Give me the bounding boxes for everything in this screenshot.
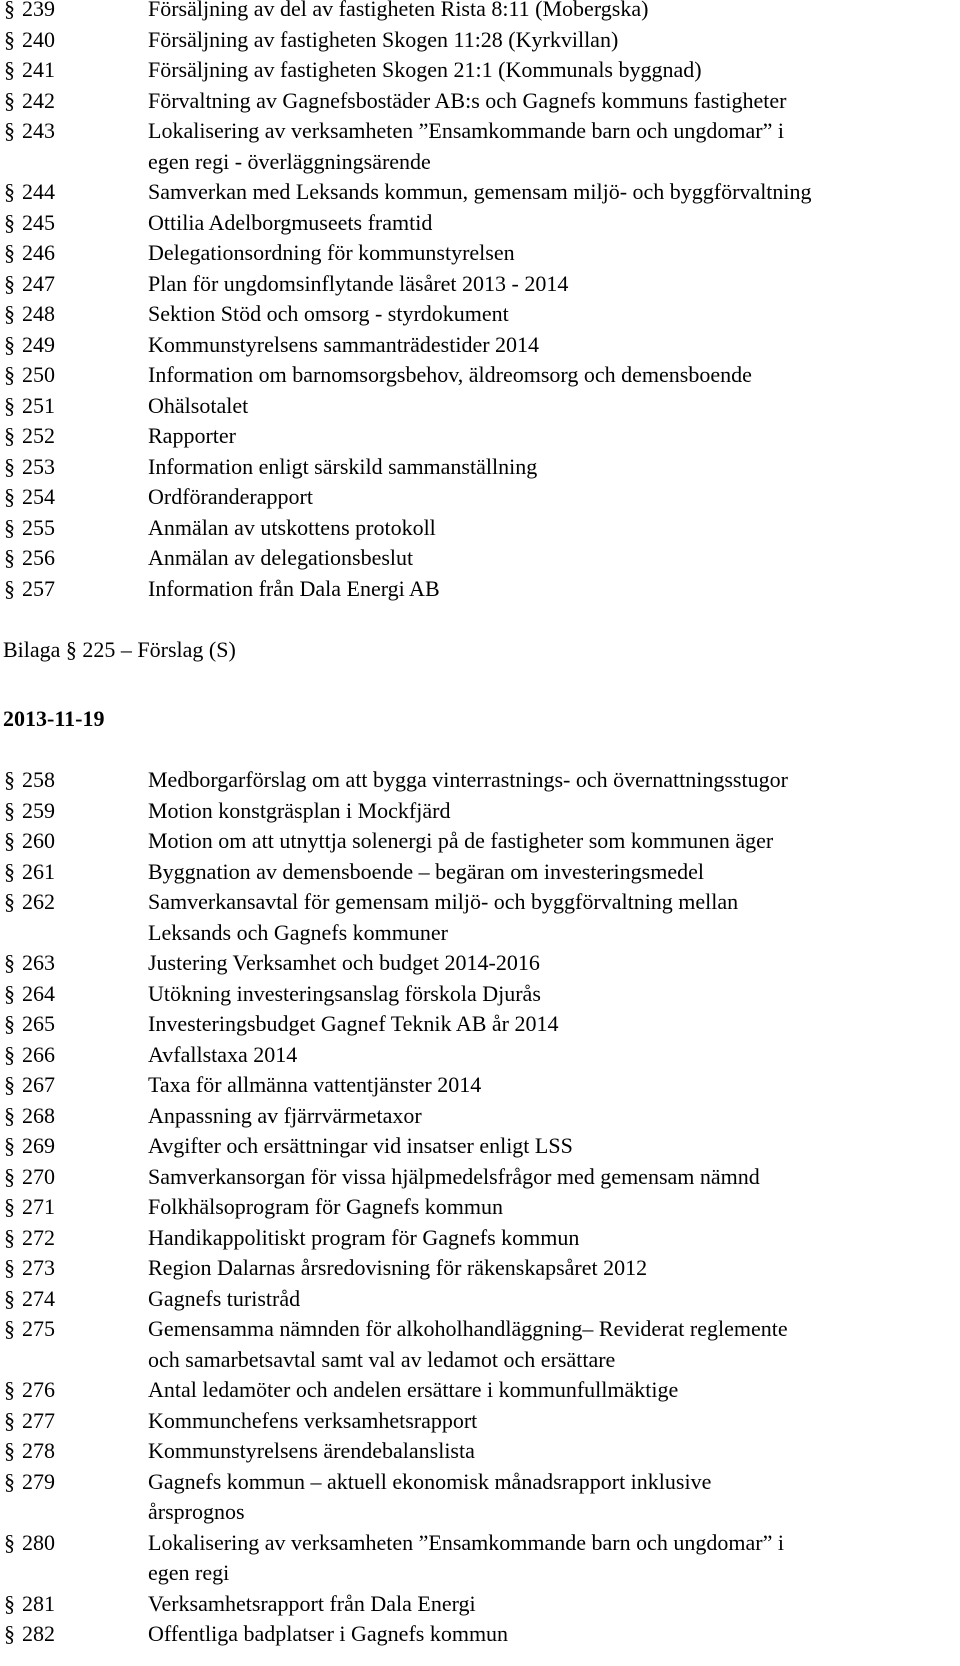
agenda-item-number: 255 — [22, 514, 55, 540]
agenda-item-title — [148, 1528, 948, 1589]
agenda-item-number: 252 — [22, 423, 55, 448]
agenda-item-title — [148, 238, 948, 269]
agenda-item-title — [148, 1467, 948, 1528]
agenda-item-title — [148, 452, 948, 483]
agenda-item-title-line: Gagnefs kommun – aktuell ekonomisk månadsrapport inklusive — [148, 1468, 712, 1494]
agenda-item — [0, 948, 960, 979]
agenda-item-number: 282 — [22, 1621, 55, 1646]
agenda-item-title — [148, 482, 948, 513]
agenda-item-number: 273 — [22, 1255, 55, 1280]
section-sign: § — [4, 950, 15, 975]
agenda-item — [0, 826, 960, 857]
agenda-item-title-line: Anpassning av fjärrvärmetaxor — [148, 1102, 422, 1128]
agenda-item-number: 277 — [22, 1407, 55, 1433]
agenda-item-title — [148, 177, 948, 208]
agenda-item-title-line: Handikappolitiskt program för Gagnefs kommun — [148, 1224, 580, 1250]
section-sign: § — [4, 240, 15, 265]
agenda-item — [0, 1589, 960, 1620]
agenda-item-number: 264 — [22, 980, 55, 1006]
agenda-item-title-line: Verksamhetsrapport från Dala Energi — [148, 1590, 476, 1616]
agenda-item — [0, 1162, 960, 1193]
agenda-item-title — [148, 1284, 948, 1315]
agenda-item-title — [148, 1436, 948, 1467]
agenda-item-title — [148, 25, 948, 56]
agenda-item-number: 250 — [22, 362, 55, 387]
agenda-item-title-line: Motion konstgräsplan i Mockfjärd — [148, 797, 451, 823]
agenda-item-number: 254 — [22, 484, 55, 509]
agenda-item-title — [148, 826, 948, 857]
agenda-item — [0, 1101, 960, 1132]
agenda-item-title-line: Rapporter — [148, 423, 236, 448]
agenda-item-title-line: Information om barnomsorgsbehov, äldreomsorg och demensboende — [148, 362, 752, 387]
section-sign: § — [4, 1590, 15, 1616]
agenda-item-title — [148, 391, 948, 422]
agenda-item-number: 267 — [22, 1072, 55, 1097]
section-sign: § — [4, 301, 15, 326]
agenda-item-title-line: Anmälan av delegationsbeslut — [148, 545, 414, 570]
agenda-item-number: 245 — [22, 209, 55, 235]
agenda-item — [0, 482, 960, 513]
section-sign: § — [4, 1316, 15, 1341]
agenda-item-number: 244 — [22, 179, 55, 204]
agenda-item-title — [148, 55, 948, 86]
section-sign: § — [4, 270, 15, 296]
agenda-item-title-line: Ohälsotalet — [148, 392, 249, 418]
section-sign: § — [4, 1133, 15, 1158]
agenda-item — [0, 1223, 960, 1254]
agenda-item — [0, 0, 960, 25]
agenda-item-number: 266 — [22, 1041, 55, 1067]
agenda-item-title-line: Region Dalarnas årsredovisning för räkenskapsåret 2012 — [148, 1255, 648, 1280]
section-sign: § — [4, 118, 15, 143]
agenda-item-title-line: Samverkansorgan för vissa hjälpmedelsfrågor med gemensam nämnd — [148, 1163, 760, 1189]
agenda-item-title — [148, 421, 948, 452]
agenda-item-number: 269 — [22, 1133, 55, 1158]
agenda-item — [0, 1406, 960, 1437]
agenda-item-title-line: Samverkan med Leksands kommun, gemensam miljö- och byggförvaltning — [148, 179, 812, 204]
section-sign: § — [4, 362, 15, 387]
agenda-item-number: 249 — [22, 331, 55, 357]
agenda-item-number: 271 — [22, 1194, 55, 1219]
section-sign: § — [4, 828, 15, 853]
agenda-item-title-line: Kommunstyrelsens sammanträdestider 2014 — [148, 331, 540, 357]
agenda-item-number: 280 — [22, 1529, 55, 1555]
agenda-item-title-line: Försäljning av fastigheten Skogen 21:1 (Kommunals byggnad) — [148, 57, 702, 82]
agenda-item-number: 278 — [22, 1438, 55, 1463]
agenda-item-title — [148, 86, 948, 117]
agenda-item — [0, 1528, 960, 1589]
agenda-item-title-line: Motion om att utnyttja solenergi på de fastigheter som kommunen äger — [148, 828, 774, 853]
agenda-item-title — [148, 330, 948, 361]
agenda-item — [0, 1192, 960, 1223]
section-sign: § — [4, 179, 15, 204]
agenda-item-title — [148, 0, 948, 25]
agenda-item — [0, 1284, 960, 1315]
agenda-item-title-line: Lokalisering av verksamheten ”Ensamkommande barn och ungdomar” i — [148, 1529, 784, 1555]
section-sign: § — [4, 26, 15, 52]
agenda-item-title-line: Gemensamma nämnden för alkoholhandläggning– Reviderat reglemente — [148, 1316, 788, 1341]
section-sign: § — [4, 87, 15, 113]
agenda-item — [0, 330, 960, 361]
section-sign: § — [4, 1011, 15, 1036]
agenda-item-title-line: Gagnefs turistråd — [148, 1285, 301, 1311]
agenda-item-title-line: Lokalisering av verksamheten ”Ensamkommande barn och ungdomar” i — [148, 118, 784, 143]
agenda-item — [0, 765, 960, 796]
section-sign: § — [4, 0, 15, 21]
agenda-item — [0, 887, 960, 948]
agenda-item-title-line: Information från Dala Energi AB — [148, 575, 440, 601]
agenda-item-number: 276 — [22, 1377, 55, 1402]
agenda-item-number: 243 — [22, 118, 55, 143]
agenda-item — [0, 25, 960, 56]
agenda-item-title — [148, 1406, 948, 1437]
section-sign: § — [4, 858, 15, 884]
agenda-item-number: 239 — [22, 0, 55, 21]
agenda-item-number: 240 — [22, 26, 55, 52]
agenda-item-title — [148, 1009, 948, 1040]
agenda-item-title-line: Medborgarförslag om att bygga vinterrastnings- och övernattningsstugor — [148, 767, 788, 792]
section-sign: § — [4, 1438, 15, 1463]
agenda-item-title — [148, 1314, 948, 1375]
section-sign: § — [4, 1285, 15, 1311]
agenda-item — [0, 269, 960, 300]
agenda-item — [0, 391, 960, 422]
agenda-item-title-line: Delegationsordning för kommunstyrelsen — [148, 240, 515, 265]
section-sign: § — [4, 57, 15, 82]
agenda-item-title — [148, 1131, 948, 1162]
agenda-item-title — [148, 1223, 948, 1254]
section-sign: § — [4, 1163, 15, 1189]
agenda-item-title-line: Leksands och Gagnefs kommuner — [148, 919, 448, 945]
agenda-item-title — [148, 1619, 948, 1650]
agenda-item — [0, 1314, 960, 1375]
agenda-item-title — [148, 1375, 948, 1406]
agenda-item-title-line: egen regi — [148, 1560, 230, 1585]
agenda-item-title — [148, 979, 948, 1010]
agenda-item-title-line: Ordföranderapport — [148, 484, 313, 509]
agenda-item — [0, 208, 960, 239]
agenda-item-number: 262 — [22, 889, 55, 914]
section-sign: § — [4, 423, 15, 448]
agenda-item-number: 253 — [22, 453, 55, 479]
agenda-item-number: 241 — [22, 57, 55, 82]
agenda-item-title-line: Information enligt särskild sammanställning — [148, 453, 538, 479]
agenda-item — [0, 86, 960, 117]
section-sign: § — [4, 209, 15, 235]
agenda-item-title-line: Plan för ungdomsinflytande läsåret 2013 - 2014 — [148, 270, 569, 296]
agenda-item-number: 270 — [22, 1163, 55, 1189]
agenda-item-number: 242 — [22, 87, 55, 113]
agenda-item-number: 281 — [22, 1590, 55, 1616]
agenda-item-title — [148, 765, 948, 796]
section-sign: § — [4, 392, 15, 418]
agenda-item — [0, 1009, 960, 1040]
agenda-item-number: 272 — [22, 1224, 55, 1250]
agenda-item-title-line: Sektion Stöd och omsorg - styrdokument — [148, 301, 509, 326]
section-sign: § — [4, 1102, 15, 1128]
section-sign: § — [4, 1224, 15, 1250]
agenda-item — [0, 1375, 960, 1406]
agenda-item — [0, 452, 960, 483]
section-sign: § — [4, 767, 15, 792]
agenda-item-title — [148, 269, 948, 300]
agenda-item — [0, 299, 960, 330]
agenda-item — [0, 1436, 960, 1467]
agenda-item — [0, 796, 960, 827]
agenda-item — [0, 1467, 960, 1528]
section-sign: § — [4, 889, 15, 914]
section-sign: § — [4, 484, 15, 509]
section-sign: § — [4, 545, 15, 570]
agenda-item-title-line: Försäljning av fastigheten Skogen 11:28 (Kyrkvillan) — [148, 26, 619, 52]
section-sign: § — [4, 1468, 15, 1494]
agenda-item-title-line: Justering Verksamhet och budget 2014-2016 — [148, 950, 540, 975]
agenda-item-number: 256 — [22, 545, 55, 570]
section-sign: § — [4, 331, 15, 357]
agenda-item-title — [148, 857, 948, 888]
agenda-item-title-line: Antal ledamöter och andelen ersättare i kommunfullmäktige — [148, 1377, 679, 1402]
agenda-item-title — [148, 1192, 948, 1223]
section-sign: § — [4, 797, 15, 823]
agenda-item-number: 279 — [22, 1468, 55, 1494]
section-sign: § — [4, 575, 15, 601]
section-sign: § — [4, 1621, 15, 1646]
agenda-item-title — [148, 887, 948, 948]
section-sign: § — [4, 1529, 15, 1555]
section-sign: § — [4, 1072, 15, 1097]
agenda-item-title-line: Samverkansavtal för gemensam miljö- och byggförvaltning mellan — [148, 889, 739, 914]
agenda-item-title — [148, 574, 948, 605]
agenda-item — [0, 543, 960, 574]
agenda-item-title-line: Offentliga badplatser i Gagnefs kommun — [148, 1621, 509, 1646]
agenda-item-title — [148, 299, 948, 330]
section-sign: § — [4, 1041, 15, 1067]
agenda-item-title-line: Förvaltning av Gagnefsbostäder AB:s och Gagnefs kommuns fastigheter — [148, 87, 787, 113]
agenda-item-title-line: Taxa för allmänna vattentjänster 2014 — [148, 1072, 482, 1097]
agenda-item-title-line: och samarbetsavtal samt val av ledamot och ersättare — [148, 1346, 616, 1372]
agenda-item-title — [148, 1070, 948, 1101]
agenda-item-title — [148, 1162, 948, 1193]
agenda-item-title-line: Avgifter och ersättningar vid insatser enligt LSS — [148, 1133, 573, 1158]
agenda-item-number: 246 — [22, 240, 55, 265]
agenda-item-number: 275 — [22, 1316, 55, 1341]
bilaga-heading: Bilaga § 225 – Förslag (S) — [3, 637, 236, 662]
agenda-item — [0, 1253, 960, 1284]
agenda-item — [0, 1070, 960, 1101]
agenda-item — [0, 857, 960, 888]
agenda-item — [0, 238, 960, 269]
agenda-item-title-line: egen regi - överläggningsärende — [148, 148, 431, 174]
agenda-item-number: 261 — [22, 858, 55, 884]
agenda-item-title-line: Kommunchefens verksamhetsrapport — [148, 1407, 478, 1433]
agenda-item-number: 248 — [22, 301, 55, 326]
agenda-item-title-line: Investeringsbudget Gagnef Teknik AB år 2014 — [148, 1011, 559, 1036]
agenda-item-title-line: Anmälan av utskottens protokoll — [148, 514, 436, 540]
agenda-item-number: 251 — [22, 392, 55, 418]
agenda-item-number: 258 — [22, 767, 55, 792]
meeting-date: 2013-11-19 — [3, 706, 105, 731]
agenda-item — [0, 574, 960, 605]
section-sign: § — [4, 1194, 15, 1219]
agenda-item-title-line: Ottilia Adelborgmuseets framtid — [148, 209, 433, 235]
agenda-item-title-line: Folkhälsoprogram för Gagnefs kommun — [148, 1194, 503, 1219]
agenda-item-number: 263 — [22, 950, 55, 975]
agenda-item-title-line: Byggnation av demensboende – begäran om investeringsmedel — [148, 858, 704, 884]
agenda-item-number: 265 — [22, 1011, 55, 1036]
agenda-item-title-line: årsprognos — [148, 1499, 245, 1524]
agenda-item-title — [148, 116, 948, 177]
agenda-item-number: 274 — [22, 1285, 55, 1311]
agenda-item-number: 259 — [22, 797, 55, 823]
agenda-item — [0, 360, 960, 391]
agenda-item-title-line: Försäljning av del av fastigheten Rista 8:11 (Mobergska) — [148, 0, 649, 21]
agenda-item — [0, 116, 960, 177]
agenda-item — [0, 1619, 960, 1650]
agenda-item-title-line: Kommunstyrelsens ärendebalanslista — [148, 1438, 475, 1463]
section-sign: § — [4, 514, 15, 540]
agenda-item-title — [148, 1253, 948, 1284]
agenda-item — [0, 1131, 960, 1162]
agenda-item — [0, 513, 960, 544]
agenda-item — [0, 177, 960, 208]
agenda-item-title-line: Avfallstaxa 2014 — [148, 1041, 298, 1067]
agenda-item-title — [148, 1101, 948, 1132]
agenda-item-title — [148, 360, 948, 391]
section-sign: § — [4, 453, 15, 479]
agenda-item — [0, 55, 960, 86]
section-sign: § — [4, 1377, 15, 1402]
agenda-item-title — [148, 513, 948, 544]
agenda-item-number: 268 — [22, 1102, 55, 1128]
agenda-item-title — [148, 1040, 948, 1071]
agenda-item-title — [148, 208, 948, 239]
agenda-item-number: 260 — [22, 828, 55, 853]
agenda-item-title — [148, 948, 948, 979]
section-sign: § — [4, 1407, 15, 1433]
agenda-item-title — [148, 543, 948, 574]
agenda-item-number: 257 — [22, 575, 55, 601]
agenda-item — [0, 1040, 960, 1071]
agenda-item — [0, 421, 960, 452]
agenda-item-title — [148, 1589, 948, 1620]
agenda-item-title — [148, 796, 948, 827]
agenda-item-number: 247 — [22, 270, 55, 296]
agenda-item-title-line: Utökning investeringsanslag förskola Djurås — [148, 980, 541, 1006]
agenda-item — [0, 979, 960, 1010]
section-sign: § — [4, 980, 15, 1006]
section-sign: § — [4, 1255, 15, 1280]
